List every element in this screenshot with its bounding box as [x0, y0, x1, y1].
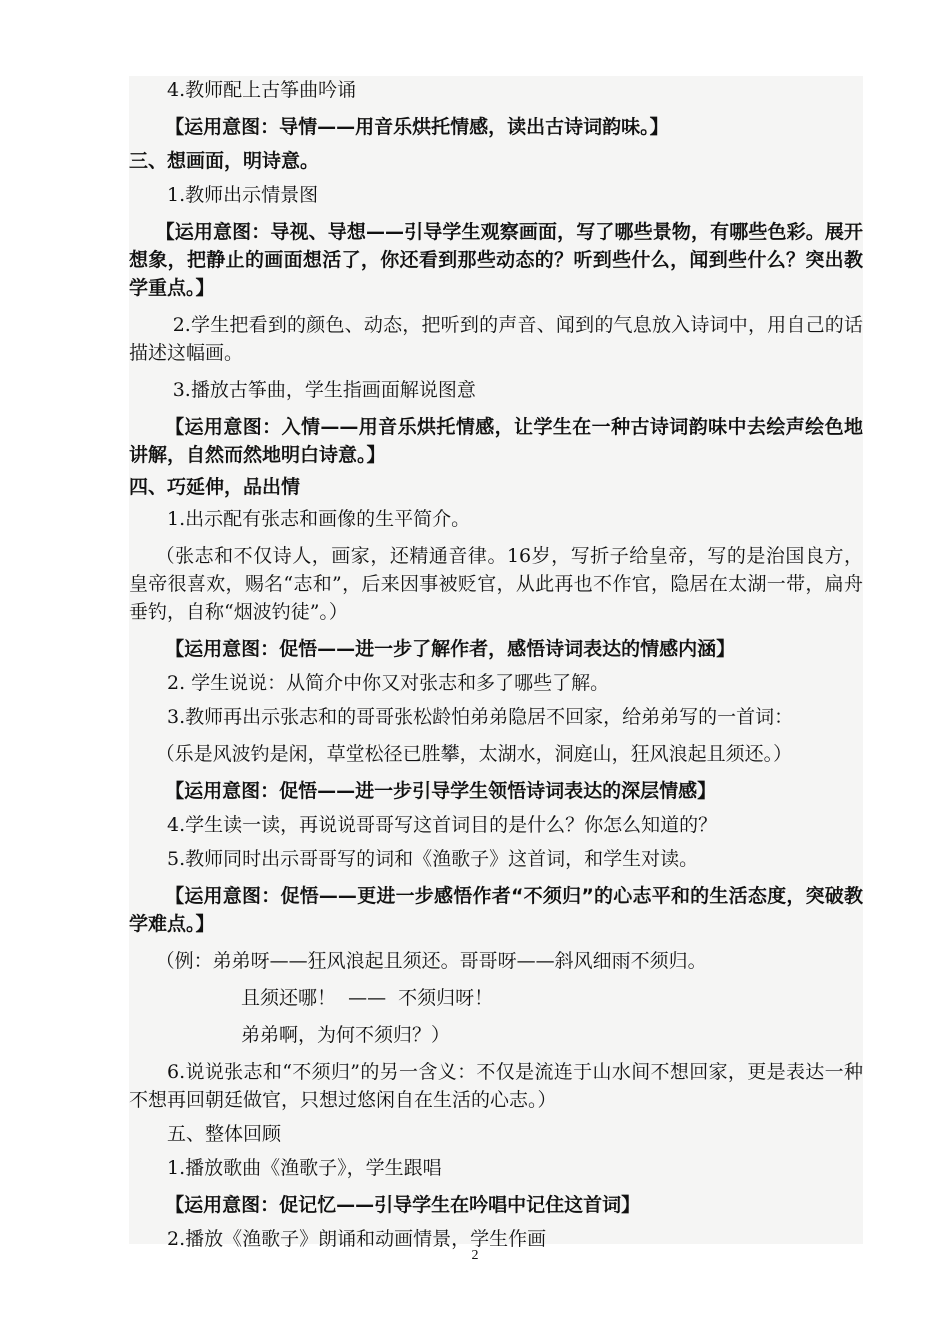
page-number: 2 [471, 1248, 479, 1263]
step-2-draw: 2.播放《渔歌子》朗诵和动画情景，学生作画 [167, 1228, 547, 1250]
step-6-meaning: 6.说说张志和“不须归”的另一含义：不仅是流连于山水间不想回家，更是表达一种不想再回朝廷做官，只想过悠闲自在生活的心志。） [129, 1061, 863, 1111]
intent-guide-view: 【运用意图：导视、导想——引导学生观察画面，写了哪些景物，有哪些色彩。展开想象，把静止的画面想活了，你还看到那些动态的？听到些什么，闻到些什么？突出教学重点。】 [129, 221, 863, 299]
step-2-students-talk: 2. 学生说说：从简介中你又对张志和多了哪些了解。 [167, 672, 610, 694]
step-5-compare-read: 5.教师同时出示哥哥写的词和《渔歌子》这首词，和学生对读。 [167, 848, 699, 870]
step-3-play-music: 3.播放古筝曲，学生指画面解说图意 [172, 379, 476, 401]
example-line-2: 且须还哪！ —— 不须归呀！ [241, 987, 494, 1009]
example-line-3: 弟弟啊，为何不须归？） [241, 1024, 451, 1046]
intent-understand-author: 【运用意图：促悟——进一步了解作者，感悟诗词表达的情感内涵】 [165, 638, 736, 660]
step-2-describe: 2.学生把看到的颜色、动态，把听到的声音、闻到的气息放入诗词中，用自己的话描述这幅画。 [129, 314, 863, 364]
step-4-recite: 4.教师配上古筝曲吟诵 [167, 79, 357, 101]
brother-poem-text: （乐是风波钓是闲，草堂松径已胜攀，太湖水，洞庭山，狂风浪起且须还。） [155, 743, 793, 765]
step-3-brother-poem: 3.教师再出示张志和的哥哥张松龄怕弟弟隐居不回家，给弟弟写的一首词： [167, 706, 794, 728]
example-line-1: （例：弟弟呀——狂风浪起且须还。哥哥呀——斜风细雨不须归。 [155, 950, 707, 972]
intent-guide-emotion: 【运用意图：导情——用音乐烘托情感，读出古诗词韵味。】 [165, 116, 669, 138]
bio-text: （张志和不仅诗人，画家，还精通音律。16岁，写折子给皇帝，写的是治国良方，皇帝很喜欢，赐名“志和”，后来因事被贬官，从此再也不作官，隐居在太湖一带，扁舟垂钓，自称“烟波钓徒”。） [129, 545, 863, 623]
step-1-sing: 1.播放歌曲《渔歌子》，学生跟唱 [167, 1157, 442, 1179]
section-4-heading: 四、巧延伸，品出情 [129, 476, 301, 498]
section-3-heading: 三、想画面，明诗意。 [129, 150, 320, 172]
step-1-show-scene: 1.教师出示情景图 [167, 184, 319, 206]
intent-deep-emotion: 【运用意图：促悟——进一步引导学生领悟诗词表达的深层情感】 [165, 780, 717, 802]
step-1-show-bio: 1.出示配有张志和画像的生平简介。 [167, 508, 471, 530]
intent-memory: 【运用意图：促记忆——引导学生在吟唱中记住这首词】 [165, 1194, 641, 1216]
section-5-heading: 五、整体回顾 [167, 1123, 282, 1145]
intent-enter-emotion: 【运用意图：入情——用音乐烘托情感，让学生在一种古诗词韵味中去绘声绘色地讲解，自然而然地明白诗意。】 [129, 416, 863, 466]
step-4-read-discuss: 4.学生读一读，再说说哥哥写这首词目的是什么？你怎么知道的？ [167, 814, 718, 836]
intent-difficulty: 【运用意图：促悟——更进一步感悟作者“不须归”的心志平和的生活态度，突破教学难点。】 [129, 885, 863, 935]
document-body [129, 76, 863, 1250]
